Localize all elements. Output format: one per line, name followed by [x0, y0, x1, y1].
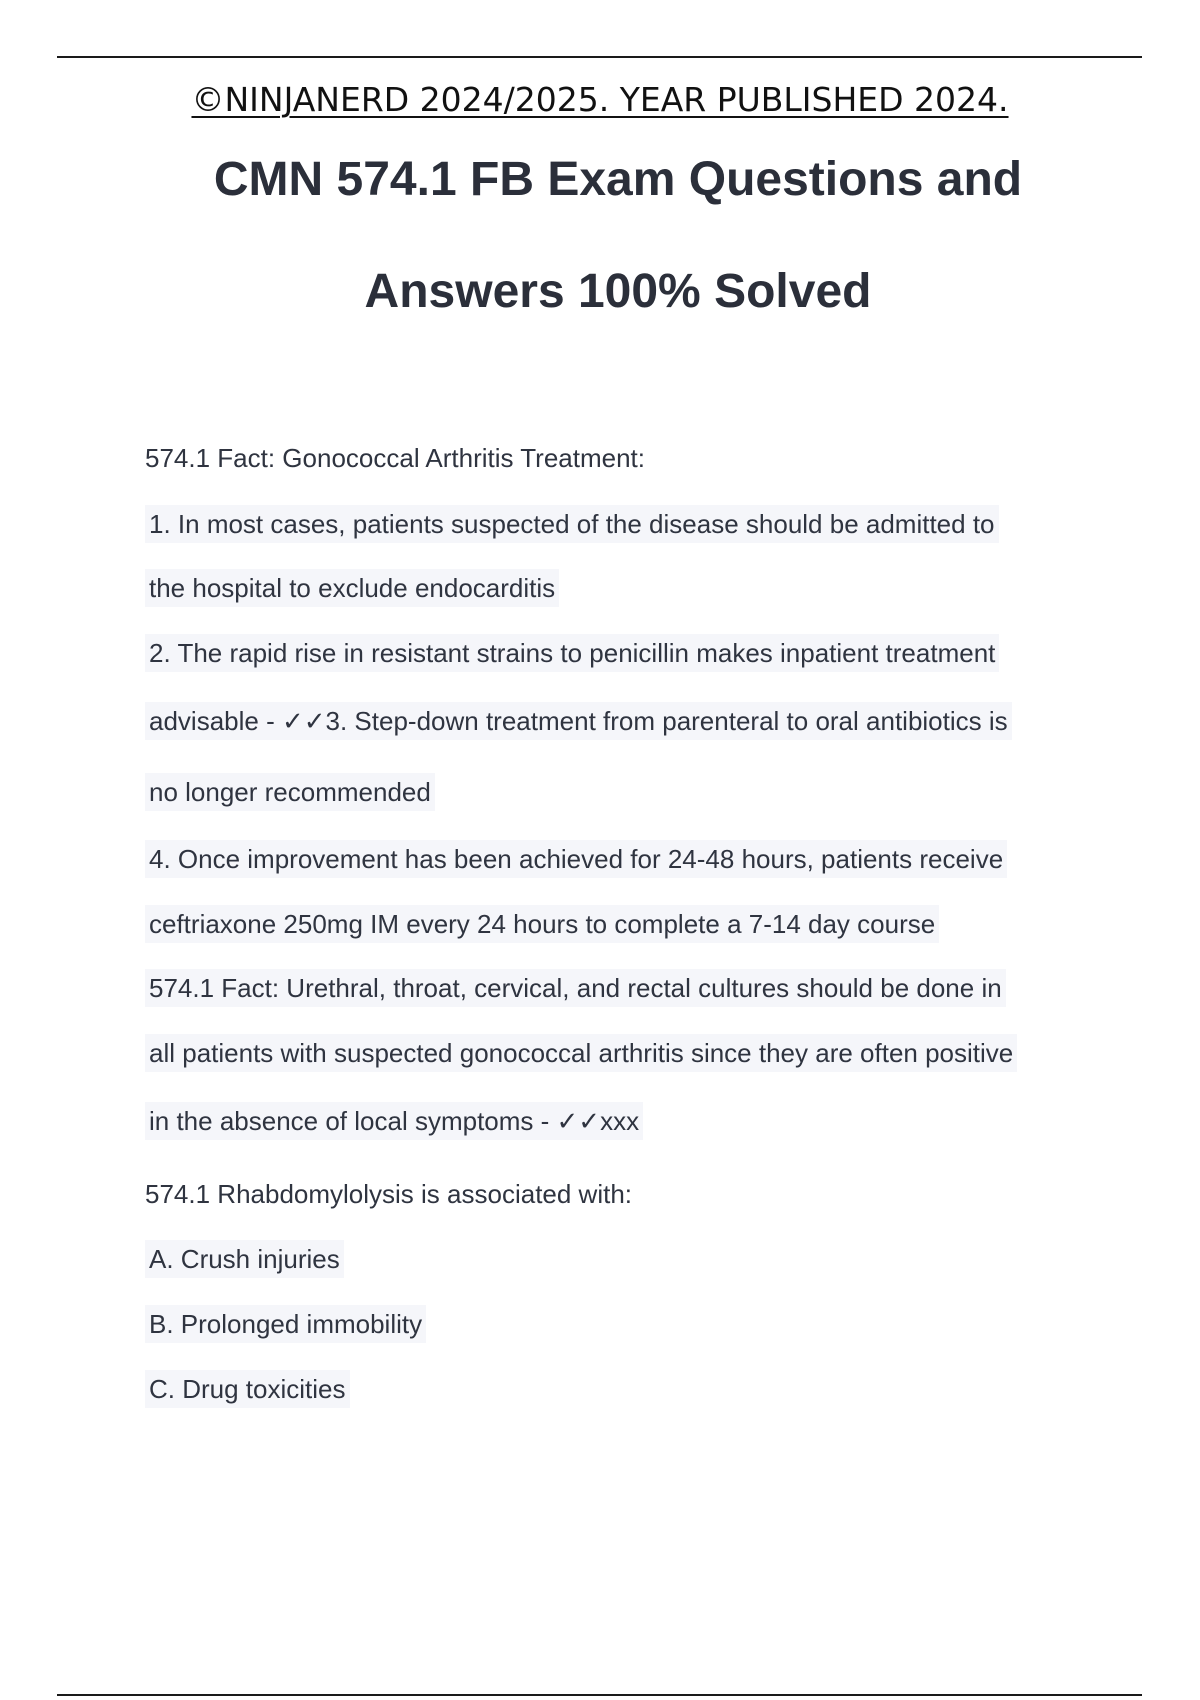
body-line: 574.1 Fact: Urethral, throat, cervical, and rectal cultures should be done in — [145, 969, 1006, 1007]
body-line: 574.1 Fact: Gonococcal Arthritis Treatment: — [145, 443, 646, 473]
answer-option: C. Drug toxicities — [145, 1370, 350, 1408]
body-line: the hospital to exclude endocarditis — [145, 569, 559, 607]
body-line: ceftriaxone 250mg IM every 24 hours to complete a 7-14 day course — [145, 905, 939, 943]
body-line: all patients with suspected gonococcal arthritis since they are often positive — [145, 1034, 1017, 1072]
body-line: 2. The rapid rise in resistant strains to penicillin makes inpatient treatment — [145, 634, 999, 672]
body-line: 1. In most cases, patients suspected of the disease should be admitted to — [145, 505, 999, 543]
question-line: 574.1 Rhabdomylolysis is associated with: — [145, 1179, 633, 1209]
answer-option: A. Crush injuries — [145, 1240, 344, 1278]
body-line: 4. Once improvement has been achieved for 24-48 hours, patients receive — [145, 840, 1007, 878]
body-line: in the absence of local symptoms - ✓✓xxx — [145, 1102, 643, 1140]
copyright-text: ©NINJANERD 2024/2025. YEAR PUBLISHED 2024. — [191, 80, 1009, 119]
document-title-line-2: Answers 100% Solved — [364, 265, 872, 318]
document-title-line-1: CMN 574.1 FB Exam Questions and — [213, 153, 1023, 206]
bottom-rule — [57, 1694, 1142, 1696]
body-line: advisable - ✓✓3. Step-down treatment from parenteral to oral antibiotics is — [145, 702, 1012, 740]
body-line: no longer recommended — [145, 773, 435, 811]
answer-option: B. Prolonged immobility — [145, 1305, 426, 1343]
top-rule — [57, 56, 1142, 58]
copyright-header — [0, 80, 1200, 119]
